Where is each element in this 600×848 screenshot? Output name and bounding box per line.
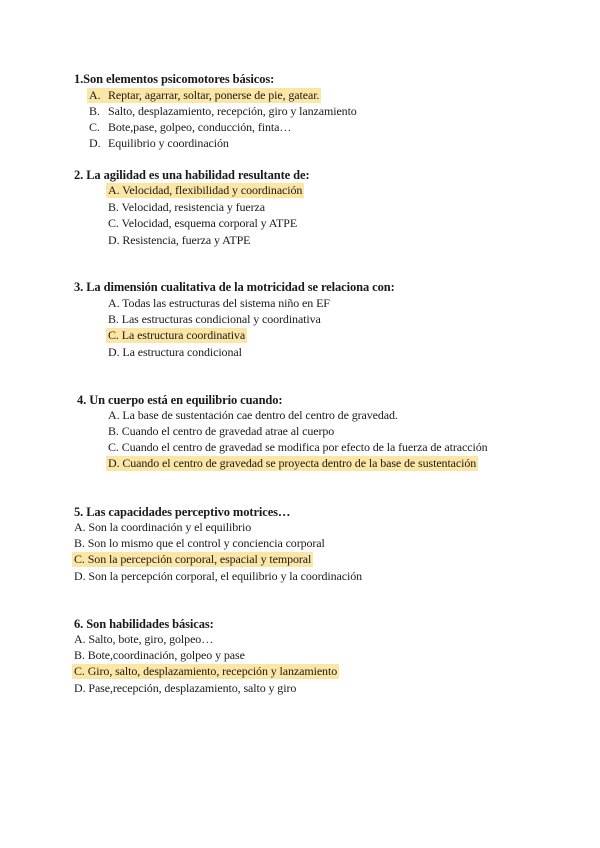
option-c: C. Velocidad, esquema corporal y ATPE xyxy=(108,216,298,230)
question-title: 1.Son elementos psicomotores básicos: xyxy=(74,72,275,86)
question-title: 3. La dimensión cualitativa de la motricidad se relaciona con: xyxy=(74,280,395,294)
option-c: C. Son la percepción corporal, espacial y temporal xyxy=(74,552,312,566)
option-d: D. Pase,recepción, desplazamiento, salto y giro xyxy=(74,681,297,695)
question-title: 5. Las capacidades perceptivo motrices… xyxy=(74,505,291,519)
option-b: B. Son lo mismo que el control y conciencia corporal xyxy=(74,536,325,550)
option-c: C. La estructura coordinativa xyxy=(108,328,246,342)
question-title: 6. Son habilidades básicas: xyxy=(74,617,214,631)
option-b: B. Cuando el centro de gravedad atrae al cuerpo xyxy=(108,424,335,438)
option-c: C. Cuando el centro de gravedad se modifica por efecto de la fuerza de atracción xyxy=(108,440,488,454)
option-a: A. Reptar, agarrar, soltar, ponerse de pie, gatear. xyxy=(89,88,320,102)
option-b: B. Bote,coordinación, golpeo y pase xyxy=(74,648,245,662)
option-b: B. Velocidad, resistencia y fuerza xyxy=(108,200,265,214)
option-d: D. La estructura condicional xyxy=(108,345,242,359)
question-title: 4. Un cuerpo está en equilibrio cuando: xyxy=(77,393,283,407)
option-a: A. La base de sustentación cae dentro del centro de gravedad. xyxy=(108,408,398,422)
option-d: D. Son la percepción corporal, el equilibrio y la coordinación xyxy=(74,569,363,583)
option-d: D. Cuando el centro de gravedad se proyecta dentro de la base de sustentación xyxy=(108,456,477,470)
option-a: A. Velocidad, flexibilidad y coordinación xyxy=(108,183,303,197)
option-c: C. Bote,pase, golpeo, conducción, finta… xyxy=(89,120,292,134)
option-d: D. Equilibrio y coordinación xyxy=(89,136,229,150)
option-c: C. Giro, salto, desplazamiento, recepción y lanzamiento xyxy=(74,664,338,678)
option-a: A. Son la coordinación y el equilibrio xyxy=(74,520,252,534)
option-a: A. Todas las estructuras del sistema niño en EF xyxy=(108,296,330,310)
option-d: D. Resistencia, fuerza y ATPE xyxy=(108,233,251,247)
question-title: 2. La agilidad es una habilidad resultante de: xyxy=(74,168,310,182)
option-a: A. Salto, bote, giro, golpeo… xyxy=(74,632,214,646)
option-b: B. Las estructuras condicional y coordinativa xyxy=(108,312,321,326)
option-b: B. Salto, desplazamiento, recepción, giro y lanzamiento xyxy=(89,104,357,118)
